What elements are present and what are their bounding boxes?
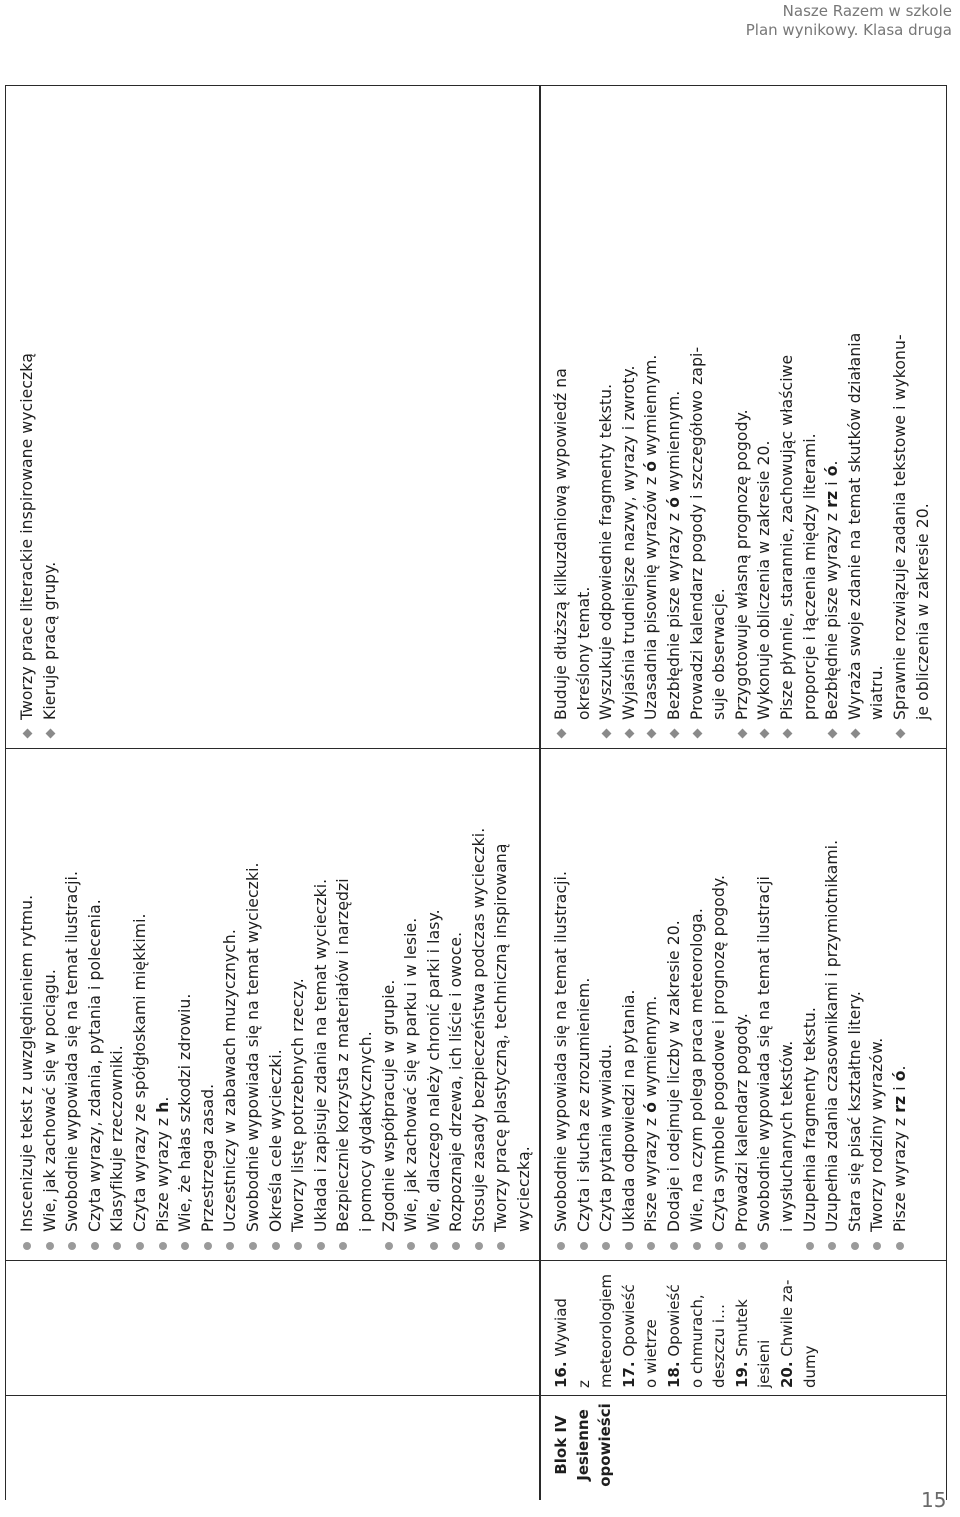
requirement-text: . [890, 1065, 909, 1071]
requirement-text: i pomocy dydaktycznych. [356, 1031, 375, 1232]
basic-requirements-cell [6, 749, 540, 1261]
requirement-item [310, 759, 333, 1253]
requirement-text: Swobodnie wypowiada się na temat ilustracji. [63, 870, 82, 1232]
column-divider [6, 748, 540, 749]
header-plan-title: Plan wynikowy. Klasa druga [745, 21, 952, 39]
requirement-item [174, 759, 197, 1253]
requirement-text: Zgodnie współpracuje w grupie. [379, 979, 398, 1232]
requirement-text: Pisze wyrazy z [642, 1112, 661, 1232]
requirement-item [595, 759, 618, 1253]
topic-line: 16. Wywiad [552, 1298, 570, 1388]
extended-requirements-list [16, 95, 61, 741]
column-divider [6, 1395, 540, 1396]
requirement-text: Prowadzi kalendarz pogody i szczegółowo zapi- [687, 346, 706, 720]
requirement-text: wycieczką. [515, 1146, 534, 1232]
requirement-bold-text: ó [823, 465, 842, 477]
requirement-text: Czyta pytania wywiadu. [597, 1043, 616, 1232]
block-title-line: opowieści [596, 1403, 614, 1487]
requirement-text: Wyraża swoje zdanie na temat skutków działania [845, 332, 864, 720]
requirement-bold-text: rz [823, 490, 842, 508]
page-number: 15 [921, 1488, 947, 1512]
requirement-item [129, 759, 152, 1253]
requirement-text: Wie, na czym polega praca meteorologa. [687, 908, 706, 1232]
requirement-item [61, 759, 84, 1253]
requirement-text: Określa cele wycieczki. [266, 1049, 285, 1232]
requirement-text: Tworzy pracę plastyczną, techniczną inspirowaną [492, 843, 511, 1232]
requirement-text: wymiennym. [664, 390, 683, 497]
requirement-item [753, 95, 776, 741]
topic-line: 17. Opowieść [619, 1284, 638, 1388]
topic-number: 16. [552, 1361, 570, 1388]
requirement-text: Kieruje pracą grupy. [40, 561, 59, 720]
requirement-item [889, 95, 912, 741]
requirement-text: Sprawnie rozwiązuje zadania tekstowe i wykonu- [890, 334, 909, 720]
topic-number: 20. [777, 1361, 796, 1388]
requirement-item [753, 759, 776, 1253]
requirement-text: Uczestniczy w zabawach muzycznych. [221, 929, 240, 1232]
requirement-text: Pisze wyrazy z [890, 1112, 909, 1232]
requirement-item [866, 95, 889, 741]
extended-requirements-list [550, 95, 934, 741]
requirement-item [550, 759, 573, 1253]
requirement-text: Bezbłędnie pisze wyrazy z [823, 507, 842, 720]
requirement-text: określony temat. [574, 586, 593, 720]
requirement-item [423, 759, 446, 1253]
requirement-text: Wie, jak zachować się w parku i w lesie. [402, 917, 421, 1232]
topic-line: jesieni [755, 1339, 774, 1388]
requirement-item [106, 759, 129, 1253]
requirement-text: wymiennym. [642, 354, 661, 461]
requirement-item [640, 759, 663, 1253]
requirement-text: je obliczenia w zakresie 20. [913, 503, 932, 720]
requirement-text: Tworzy listę potrzebnych rzeczy. [289, 978, 308, 1232]
requirement-text: Wie, jak zachować się w pociągu. [40, 969, 59, 1232]
requirement-item [844, 95, 867, 741]
requirement-text: Inscenizuje tekst z uwzględnieniem rytmu. [18, 894, 36, 1232]
requirement-bold-text: ó [890, 1070, 909, 1082]
requirement-item [445, 759, 468, 1253]
requirement-text: Prowadzi kalendarz pogody. [732, 1013, 751, 1232]
topic-number: 17. [619, 1361, 638, 1388]
requirement-text: Wie, dlaczego należy chronić parki i lasy. [424, 909, 443, 1232]
requirement-text: Uzupełnia fragmenty tekstu. [800, 1007, 819, 1232]
requirement-item [889, 759, 912, 1253]
requirement-item [708, 95, 731, 741]
requirement-item [219, 759, 242, 1253]
requirement-text: Tworzy rodziny wyrazów. [868, 1037, 887, 1232]
requirement-text: Układa i zapisuje zdania na temat wycieczki. [311, 878, 330, 1232]
table-edge [6, 85, 540, 86]
requirement-item [332, 759, 355, 1253]
block-cell-empty [6, 1396, 540, 1500]
requirement-item [776, 759, 799, 1253]
requirement-text: i [890, 1081, 909, 1096]
topics-cell-empty [6, 1261, 540, 1396]
requirement-text: . [153, 1096, 172, 1102]
requirement-text: Swobodnie wypowiada się na temat wycieczki. [243, 862, 262, 1232]
requirement-text: i [823, 476, 842, 491]
header-series-title: Nasze Razem w szkole [782, 2, 952, 20]
requirement-item [152, 759, 175, 1253]
requirement-item [355, 759, 378, 1253]
table-row-first [5, 85, 541, 1500]
requirement-text: Czyta wyrazy, zdania, pytania i polecenia. [85, 899, 104, 1232]
requirement-text: Układa odpowiedzi na pytania. [619, 989, 638, 1232]
requirement-item [821, 95, 844, 741]
requirement-item [16, 759, 39, 1253]
requirement-bold-text: ó [664, 496, 683, 508]
column-divider [6, 1260, 540, 1261]
table-edge [540, 85, 946, 86]
table-row-block-iv [539, 85, 947, 1500]
requirement-text: proporcje i łączenia między literami. [800, 433, 819, 720]
extended-requirements-cell [540, 85, 946, 749]
requirement-item [686, 95, 709, 741]
requirement-text: Stosuje zasady bezpieczeństwa podczas wycieczki. [469, 827, 488, 1232]
requirement-text: . [823, 460, 842, 466]
basic-requirements-list [16, 759, 536, 1253]
requirement-item [618, 95, 641, 741]
topic-number: 18. [664, 1361, 683, 1388]
requirement-item [866, 759, 889, 1253]
requirement-item [242, 759, 265, 1253]
requirement-text: Buduje dłuższą kilkuzdaniową wypowiedź na [552, 368, 570, 720]
requirement-text: Bezbłędnie pisze wyrazy z [664, 507, 683, 720]
block-title-cell [540, 1396, 946, 1500]
extended-requirements-cell [6, 85, 540, 749]
requirement-bold-text: ó [642, 1101, 661, 1113]
requirement-text: Wyszukuje odpowiednie fragmenty tekstu. [597, 383, 616, 720]
requirement-text: Uzupełnia zdania czasownikami i przymiotnikami. [823, 839, 842, 1232]
requirement-text: Dodaje i odejmuje liczby w zakresie 20. [664, 920, 683, 1232]
requirement-bold-text: h [153, 1101, 172, 1113]
requirement-item [821, 759, 844, 1253]
requirement-bold-text: rz [890, 1095, 909, 1113]
block-title [550, 1400, 616, 1490]
column-divider [540, 1260, 946, 1261]
requirement-item [799, 759, 822, 1253]
requirement-text: Pisze płynnie, starannie, zachowując właściwe [777, 354, 796, 720]
rotated-table [5, 85, 945, 1500]
topic-line: deszczu i… [710, 1303, 729, 1388]
requirement-item [513, 759, 536, 1253]
requirement-text: i wysłuchanych tekstów. [777, 1040, 796, 1232]
requirement-item [799, 95, 822, 741]
topic-line: 20. Chwile za- [777, 1279, 796, 1388]
requirement-text: Swobodnie wypowiada się na temat ilustracji. [552, 870, 570, 1232]
requirement-text: Przygotowuje własną prognozę pogody. [732, 409, 751, 720]
requirement-item [490, 759, 513, 1253]
requirement-item [686, 759, 709, 1253]
topics-cell [540, 1261, 946, 1396]
requirement-item [912, 95, 935, 741]
requirement-text: Przestrzega zasad. [198, 1083, 217, 1232]
requirement-text: Wyjaśnia trudniejsze nazwy, wyrazy i zwroty. [619, 365, 638, 720]
requirement-item [663, 95, 686, 741]
topic-line: o wietrze [642, 1319, 661, 1388]
requirement-text: Czyta wyrazy ze spółgłoskami miękkimi. [130, 913, 149, 1232]
requirement-item [731, 95, 754, 741]
requirement-item [708, 759, 731, 1253]
requirement-text: Czyta i słucha ze zrozumieniem. [574, 977, 593, 1232]
requirement-text: suje obserwacje. [710, 588, 729, 720]
requirement-item [287, 759, 310, 1253]
requirement-item [400, 759, 423, 1253]
requirement-item [595, 95, 618, 741]
block-title-line: Blok IV [552, 1415, 570, 1475]
requirement-item [618, 759, 641, 1253]
requirement-text: Czyta symbole pogodowe i prognozę pogody. [710, 874, 729, 1232]
topic-number: 19. [732, 1361, 751, 1388]
topic-line: z meteorologiem [574, 1273, 616, 1388]
requirement-item [663, 759, 686, 1253]
requirement-text: Uzasadnia pisownię wyrazów z [642, 471, 661, 720]
requirement-item [550, 95, 573, 741]
requirement-text: Tworzy prace literackie inspirowane wycieczką [18, 352, 36, 720]
requirement-item [16, 95, 39, 741]
requirement-item [776, 95, 799, 741]
requirement-item [731, 759, 754, 1253]
requirement-bold-text: ó [642, 460, 661, 472]
requirement-text: Klasyfikuje rzeczowniki. [108, 1045, 127, 1232]
requirement-text: Wykonuje obliczenia w zakresie 20. [755, 440, 774, 720]
requirement-item [378, 759, 401, 1253]
topic-line: 18. Opowieść [664, 1284, 683, 1388]
requirement-text: Rozpoznaje drzewa, ich liście i owoce. [447, 931, 466, 1232]
requirement-text: Bezpiecznie korzysta z materiałów i narzędzi [334, 878, 353, 1232]
requirement-item [640, 95, 663, 741]
requirement-item [265, 759, 288, 1253]
basic-requirements-list [550, 759, 912, 1253]
topic-line: o chmurach, [687, 1294, 706, 1388]
topics-list [550, 1265, 821, 1388]
requirement-item [39, 95, 62, 741]
block-title-line: Jesienne [574, 1409, 592, 1481]
column-divider [540, 748, 946, 749]
requirement-item [39, 759, 62, 1253]
requirement-text: Pisze wyrazy z [153, 1112, 172, 1232]
requirement-item [573, 95, 596, 741]
requirement-text: Wie, że hałas szkodzi zdrowiu. [176, 993, 195, 1232]
requirement-item [84, 759, 107, 1253]
requirement-item [197, 759, 220, 1253]
requirement-text: wymiennym. [642, 995, 661, 1102]
basic-requirements-cell [540, 749, 946, 1261]
topic-line: dumy [800, 1345, 819, 1388]
requirement-text: Swobodnie wypowiada się na temat ilustracji [755, 876, 774, 1232]
requirement-text: Stara się pisać kształtne litery. [845, 991, 864, 1232]
requirement-item [468, 759, 491, 1253]
page-header [746, 2, 952, 40]
requirement-item [573, 759, 596, 1253]
column-divider [540, 1395, 946, 1396]
requirement-text: wiatru. [868, 665, 887, 720]
requirement-item [844, 759, 867, 1253]
topic-line: 19. Smutek [732, 1299, 751, 1388]
